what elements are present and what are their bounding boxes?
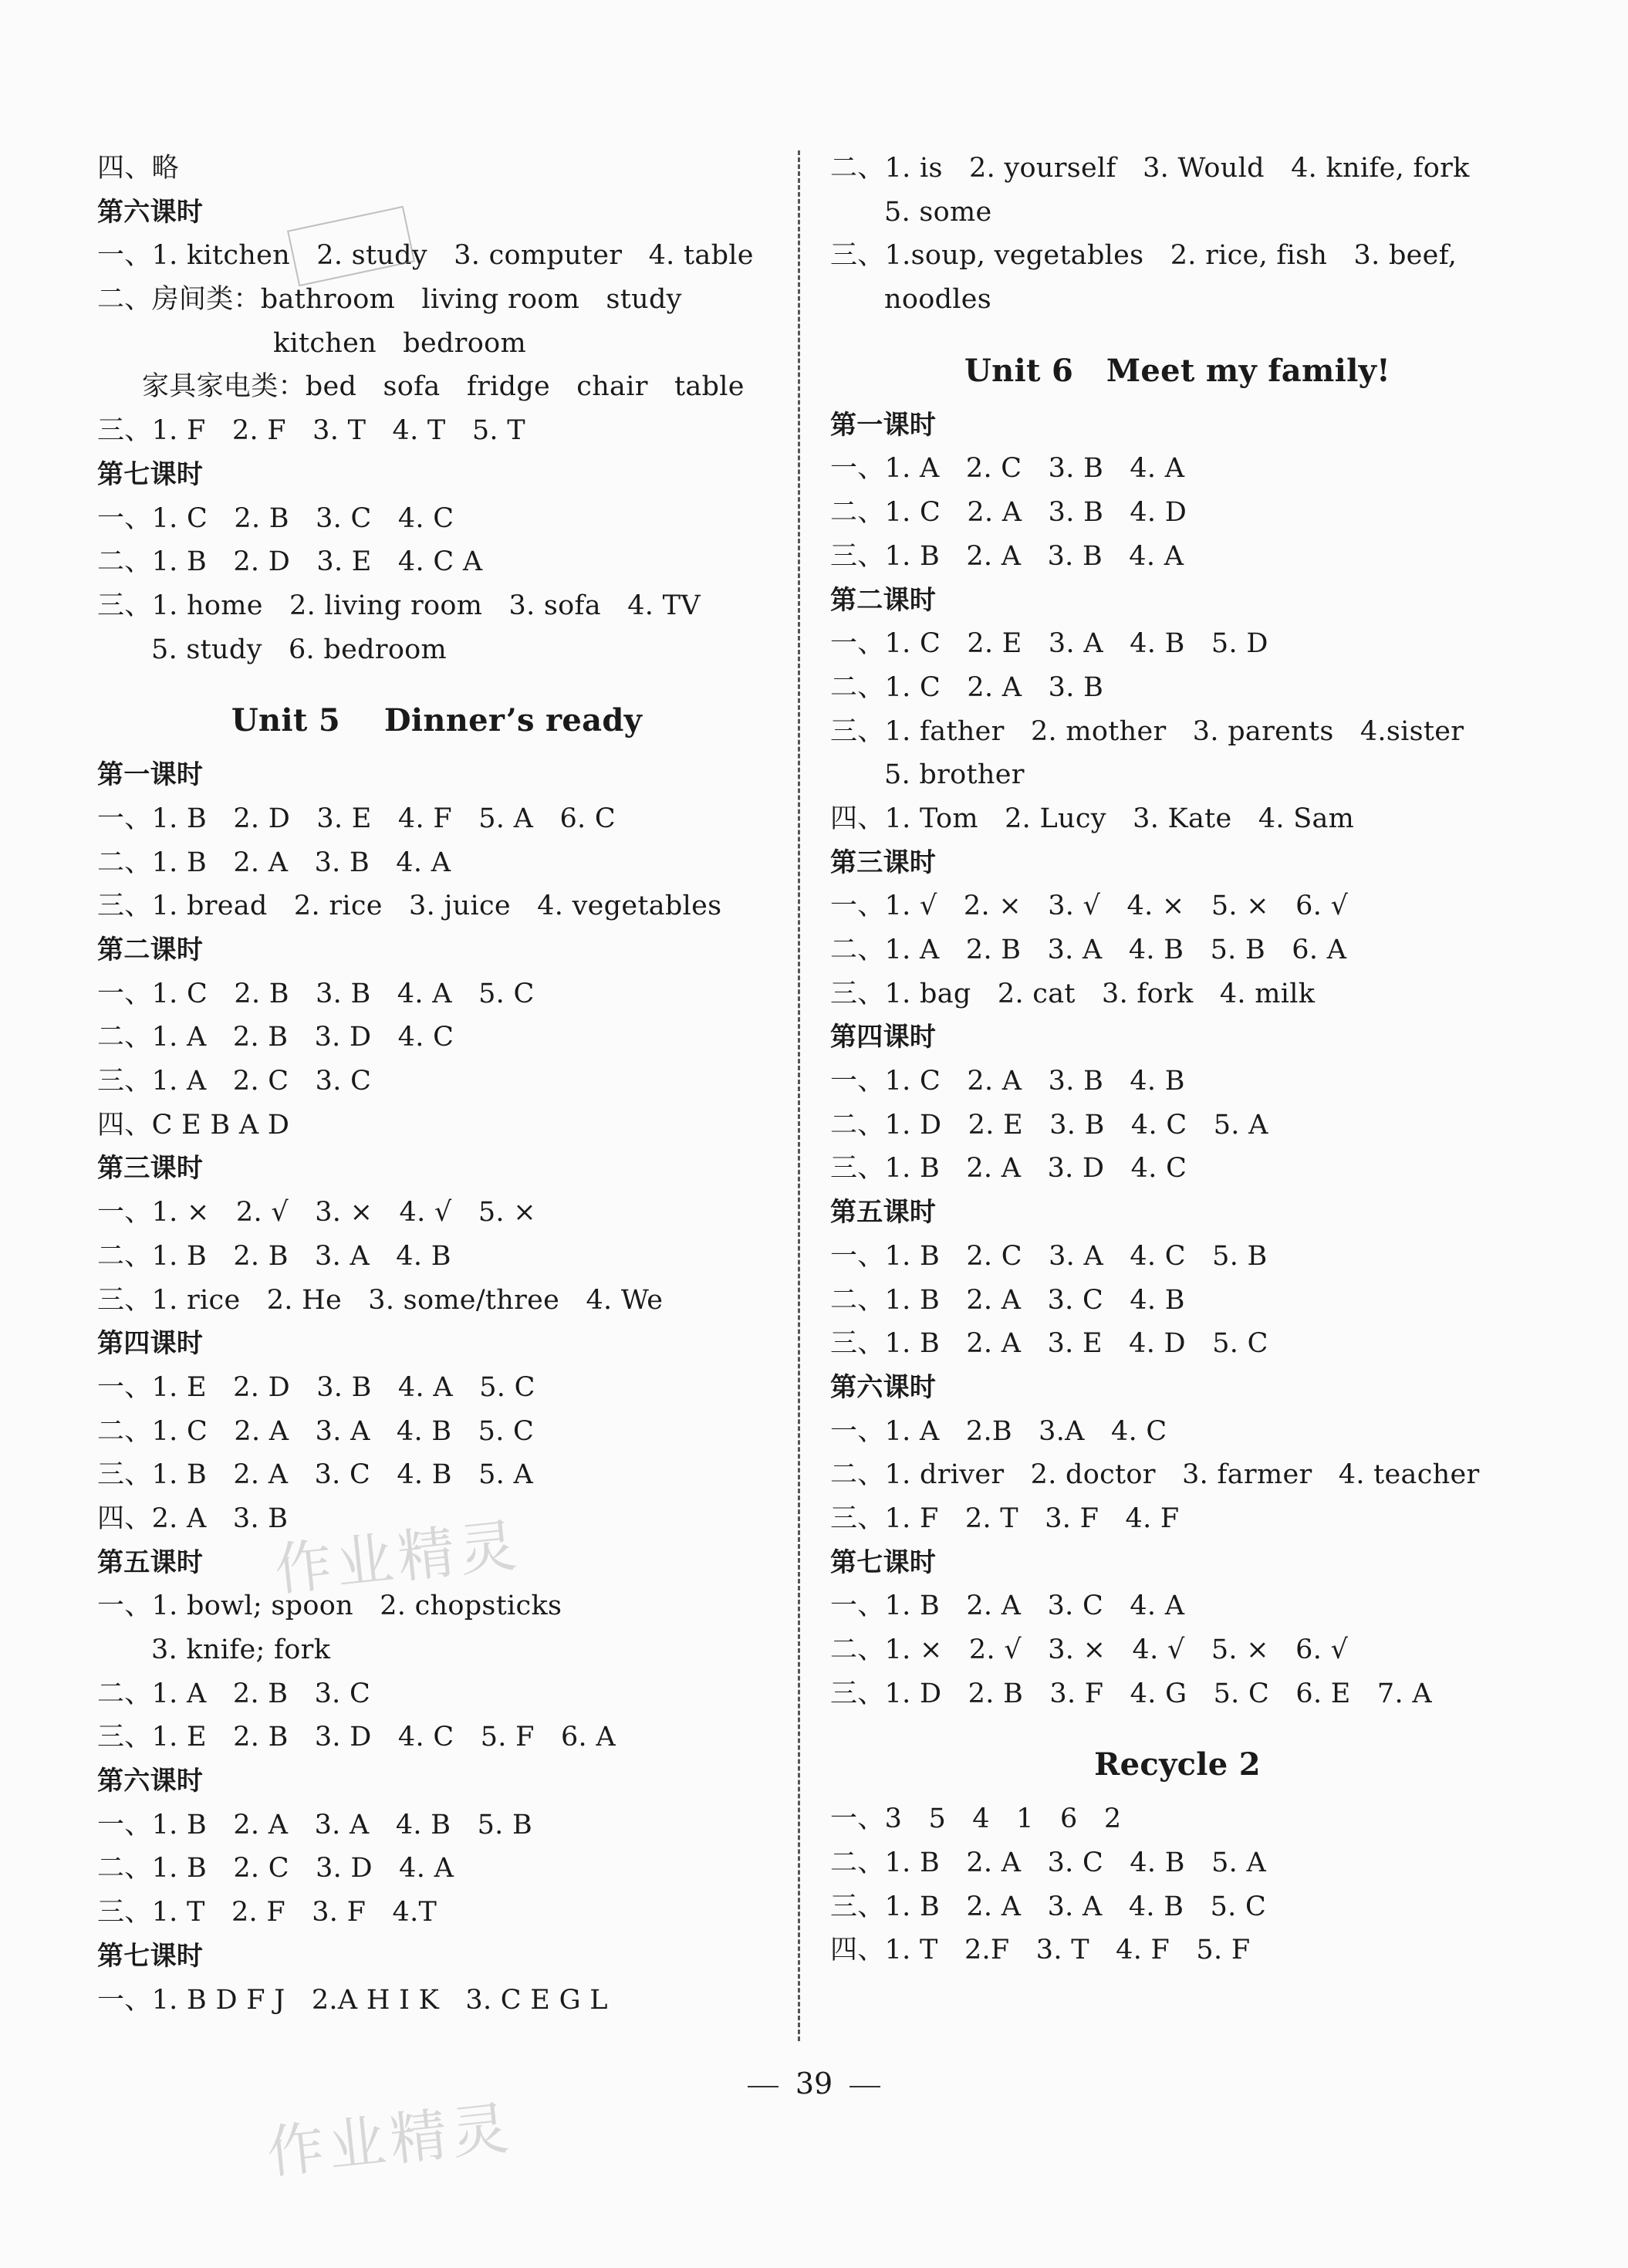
page-footer	[0, 2067, 1628, 2101]
answer-line: 二、1. A 2. B 3. A 4. B 5. B 6. A	[830, 935, 1347, 965]
answer-line: 三、1. home 2. living room 3. sofa 4. TV	[97, 590, 701, 621]
answer-line: 二、1. B 2. A 3. B 4. A	[97, 847, 451, 878]
answer-line: 四、2. A 3. B	[97, 1502, 289, 1534]
answer-line: 二、1. C 2. A 3. B	[830, 671, 1104, 703]
answer-line: 二、1. B 2. A 3. C 4. B	[830, 1284, 1185, 1316]
answer-line: 一、1. B 2. C 3. A 4. C 5. B	[830, 1240, 1268, 1272]
answer-line: 5. brother	[884, 759, 1025, 791]
lesson-heading: 第三课时	[830, 847, 937, 878]
answer-line: 三、1. bag 2. cat 3. fork 4. milk	[830, 978, 1316, 1009]
lesson-heading: 第六课时	[97, 196, 204, 228]
answer-line: 三、1. B 2. A 3. D 4. C	[830, 1153, 1187, 1185]
answer-line: 一、1. C 2. A 3. B 4. B	[830, 1066, 1185, 1097]
answer-line: 三、1. E 2. B 3. D 4. C 5. F 6. A	[97, 1722, 616, 1753]
answer-line: 一、1. A 2.B 3.A 4. C	[830, 1415, 1167, 1447]
answer-line: 一、1. C 2. B 3. C 4. C	[97, 502, 454, 534]
answer-line: 一、3 5 4 1 6 2	[830, 1803, 1122, 1835]
answer-line: 一、1. C 2. E 3. A 4. B 5. D	[830, 628, 1268, 660]
answer-line: 一、1. B 2. A 3. A 4. B 5. B	[97, 1809, 533, 1840]
answer-line: 二、1. driver 2. doctor 3. farmer 4. teacher	[830, 1459, 1480, 1491]
answer-line: 三、1. B 2. A 3. A 4. B 5. C	[830, 1891, 1267, 1922]
answer-line: 四、1. T 2.F 3. T 4. F 5. F	[830, 1935, 1251, 1966]
unit-title: Unit 5 Dinner’s ready	[231, 702, 643, 739]
answer-line: 四、1. Tom 2. Lucy 3. Kate 4. Sam	[830, 803, 1355, 834]
answer-line: 二、1. B 2. C 3. D 4. A	[97, 1853, 454, 1884]
answer-line: 二、1. C 2. A 3. B 4. D	[830, 497, 1187, 529]
answer-line: 一、1. C 2. B 3. B 4. A 5. C	[97, 978, 535, 1009]
answer-line: 三、1. B 2. A 3. C 4. B 5. A	[97, 1459, 534, 1491]
answer-line: 三、1. B 2. A 3. E 4. D 5. C	[830, 1328, 1268, 1360]
right-column	[830, 147, 1525, 1972]
answer-line: 5. some	[884, 196, 992, 228]
answer-line: 二、1. A 2. B 3. C	[97, 1678, 371, 1709]
answer-line: 5. study 6. bedroom	[151, 634, 448, 665]
lesson-heading: 第七课时	[830, 1546, 937, 1578]
watermark: 作业精灵	[264, 2094, 517, 2187]
lesson-heading: 第五课时	[830, 1197, 937, 1229]
answer-line: 二、1. × 2. √ 3. × 4. √ 5. × 6. √	[830, 1634, 1349, 1665]
answer-line: 三、1. B 2. A 3. B 4. A	[830, 540, 1184, 572]
column-divider	[798, 150, 800, 2041]
lesson-heading: 第六课时	[97, 1766, 204, 1797]
answer-line: 三、1. bread 2. rice 3. juice 4. vegetables	[97, 891, 722, 922]
answer-line: 一、1. × 2. √ 3. × 4. √ 5. ×	[97, 1197, 536, 1229]
lesson-heading: 第四课时	[97, 1328, 204, 1360]
answer-line: 家具家电类：bed sofa fridge chair table	[142, 371, 745, 403]
answer-line: noodles	[884, 284, 992, 316]
answer-line: 二、1. B 2. B 3. A 4. B	[97, 1240, 451, 1272]
answer-line: 一、1. √ 2. × 3. √ 4. × 5. × 6. √	[830, 891, 1349, 922]
lesson-heading: 第七课时	[97, 1940, 204, 1972]
unit-title: Recycle 2	[1094, 1746, 1261, 1783]
answer-line: 一、1. E 2. D 3. B 4. A 5. C	[97, 1371, 535, 1403]
answer-line: 一、1. B 2. A 3. C 4. A	[830, 1590, 1185, 1622]
answer-line: 二、1. is 2. yourself 3. Would 4. knife, fork	[830, 153, 1470, 184]
lesson-heading: 第七课时	[97, 458, 204, 490]
footer-dash	[849, 2086, 880, 2087]
answer-line: 三、1. F 2. T 3. F 4. F	[830, 1502, 1180, 1534]
lesson-heading: 第二课时	[97, 935, 204, 965]
answer-line: kitchen bedroom	[273, 327, 526, 359]
answer-line: 二、1. B 2. D 3. E 4. C A	[97, 546, 483, 578]
watermark: 作业精灵	[272, 1512, 525, 1604]
answer-line: 二、1. D 2. E 3. B 4. C 5. A	[830, 1109, 1268, 1141]
answer-line: 三、1. F 2. F 3. T 4. T 5. T	[97, 415, 525, 447]
answer-line: 3. knife; fork	[151, 1634, 331, 1665]
answer-line: 一、1. B 2. D 3. E 4. F 5. A 6. C	[97, 803, 616, 834]
lesson-heading: 第六课时	[830, 1371, 937, 1403]
answer-line: 三、1. T 2. F 3. F 4.T	[97, 1897, 437, 1928]
answer-line: 一、1. B D F J 2.A H I K 3. C E G L	[97, 1984, 608, 2016]
answer-line: 三、1. D 2. B 3. F 4. G 5. C 6. E 7. A	[830, 1678, 1432, 1709]
answer-line: 四、略	[97, 153, 179, 184]
answer-line: 一、1. bowl; spoon 2. chopsticks	[97, 1590, 562, 1622]
answer-line: 二、1. A 2. B 3. D 4. C	[97, 1022, 454, 1053]
left-column	[97, 147, 776, 2022]
answer-line: 三、1. A 2. C 3. C	[97, 1066, 372, 1097]
answer-line: 二、房间类：bathroom living room study	[97, 284, 682, 316]
answer-line: 三、1. rice 2. He 3. some/three 4. We	[97, 1284, 664, 1316]
lesson-heading: 第一课时	[97, 759, 204, 791]
answer-line: 四、C E B A D	[97, 1109, 290, 1141]
answer-line: 三、1. father 2. mother 3. parents 4.sister	[830, 715, 1464, 747]
unit-title: Unit 6 Meet my family!	[964, 352, 1391, 389]
answer-line: 三、1.soup, vegetables 2. rice, fish 3. beef,	[830, 240, 1457, 272]
lesson-heading: 第五课时	[97, 1546, 204, 1578]
page-number: 39	[795, 2067, 833, 2101]
lesson-heading: 第一课时	[830, 409, 937, 441]
footer-dash	[748, 2086, 779, 2087]
answer-line: 二、1. C 2. A 3. A 4. B 5. C	[97, 1415, 535, 1447]
lesson-heading: 第四课时	[830, 1022, 937, 1053]
answer-line: 一、1. A 2. C 3. B 4. A	[830, 453, 1185, 485]
lesson-heading: 第三课时	[97, 1153, 204, 1185]
lesson-heading: 第二课时	[830, 584, 937, 616]
answer-line: 二、1. B 2. A 3. C 4. B 5. A	[830, 1847, 1267, 1879]
answer-line: 一、1. kitchen 2. study 3. computer 4. table	[97, 240, 754, 272]
